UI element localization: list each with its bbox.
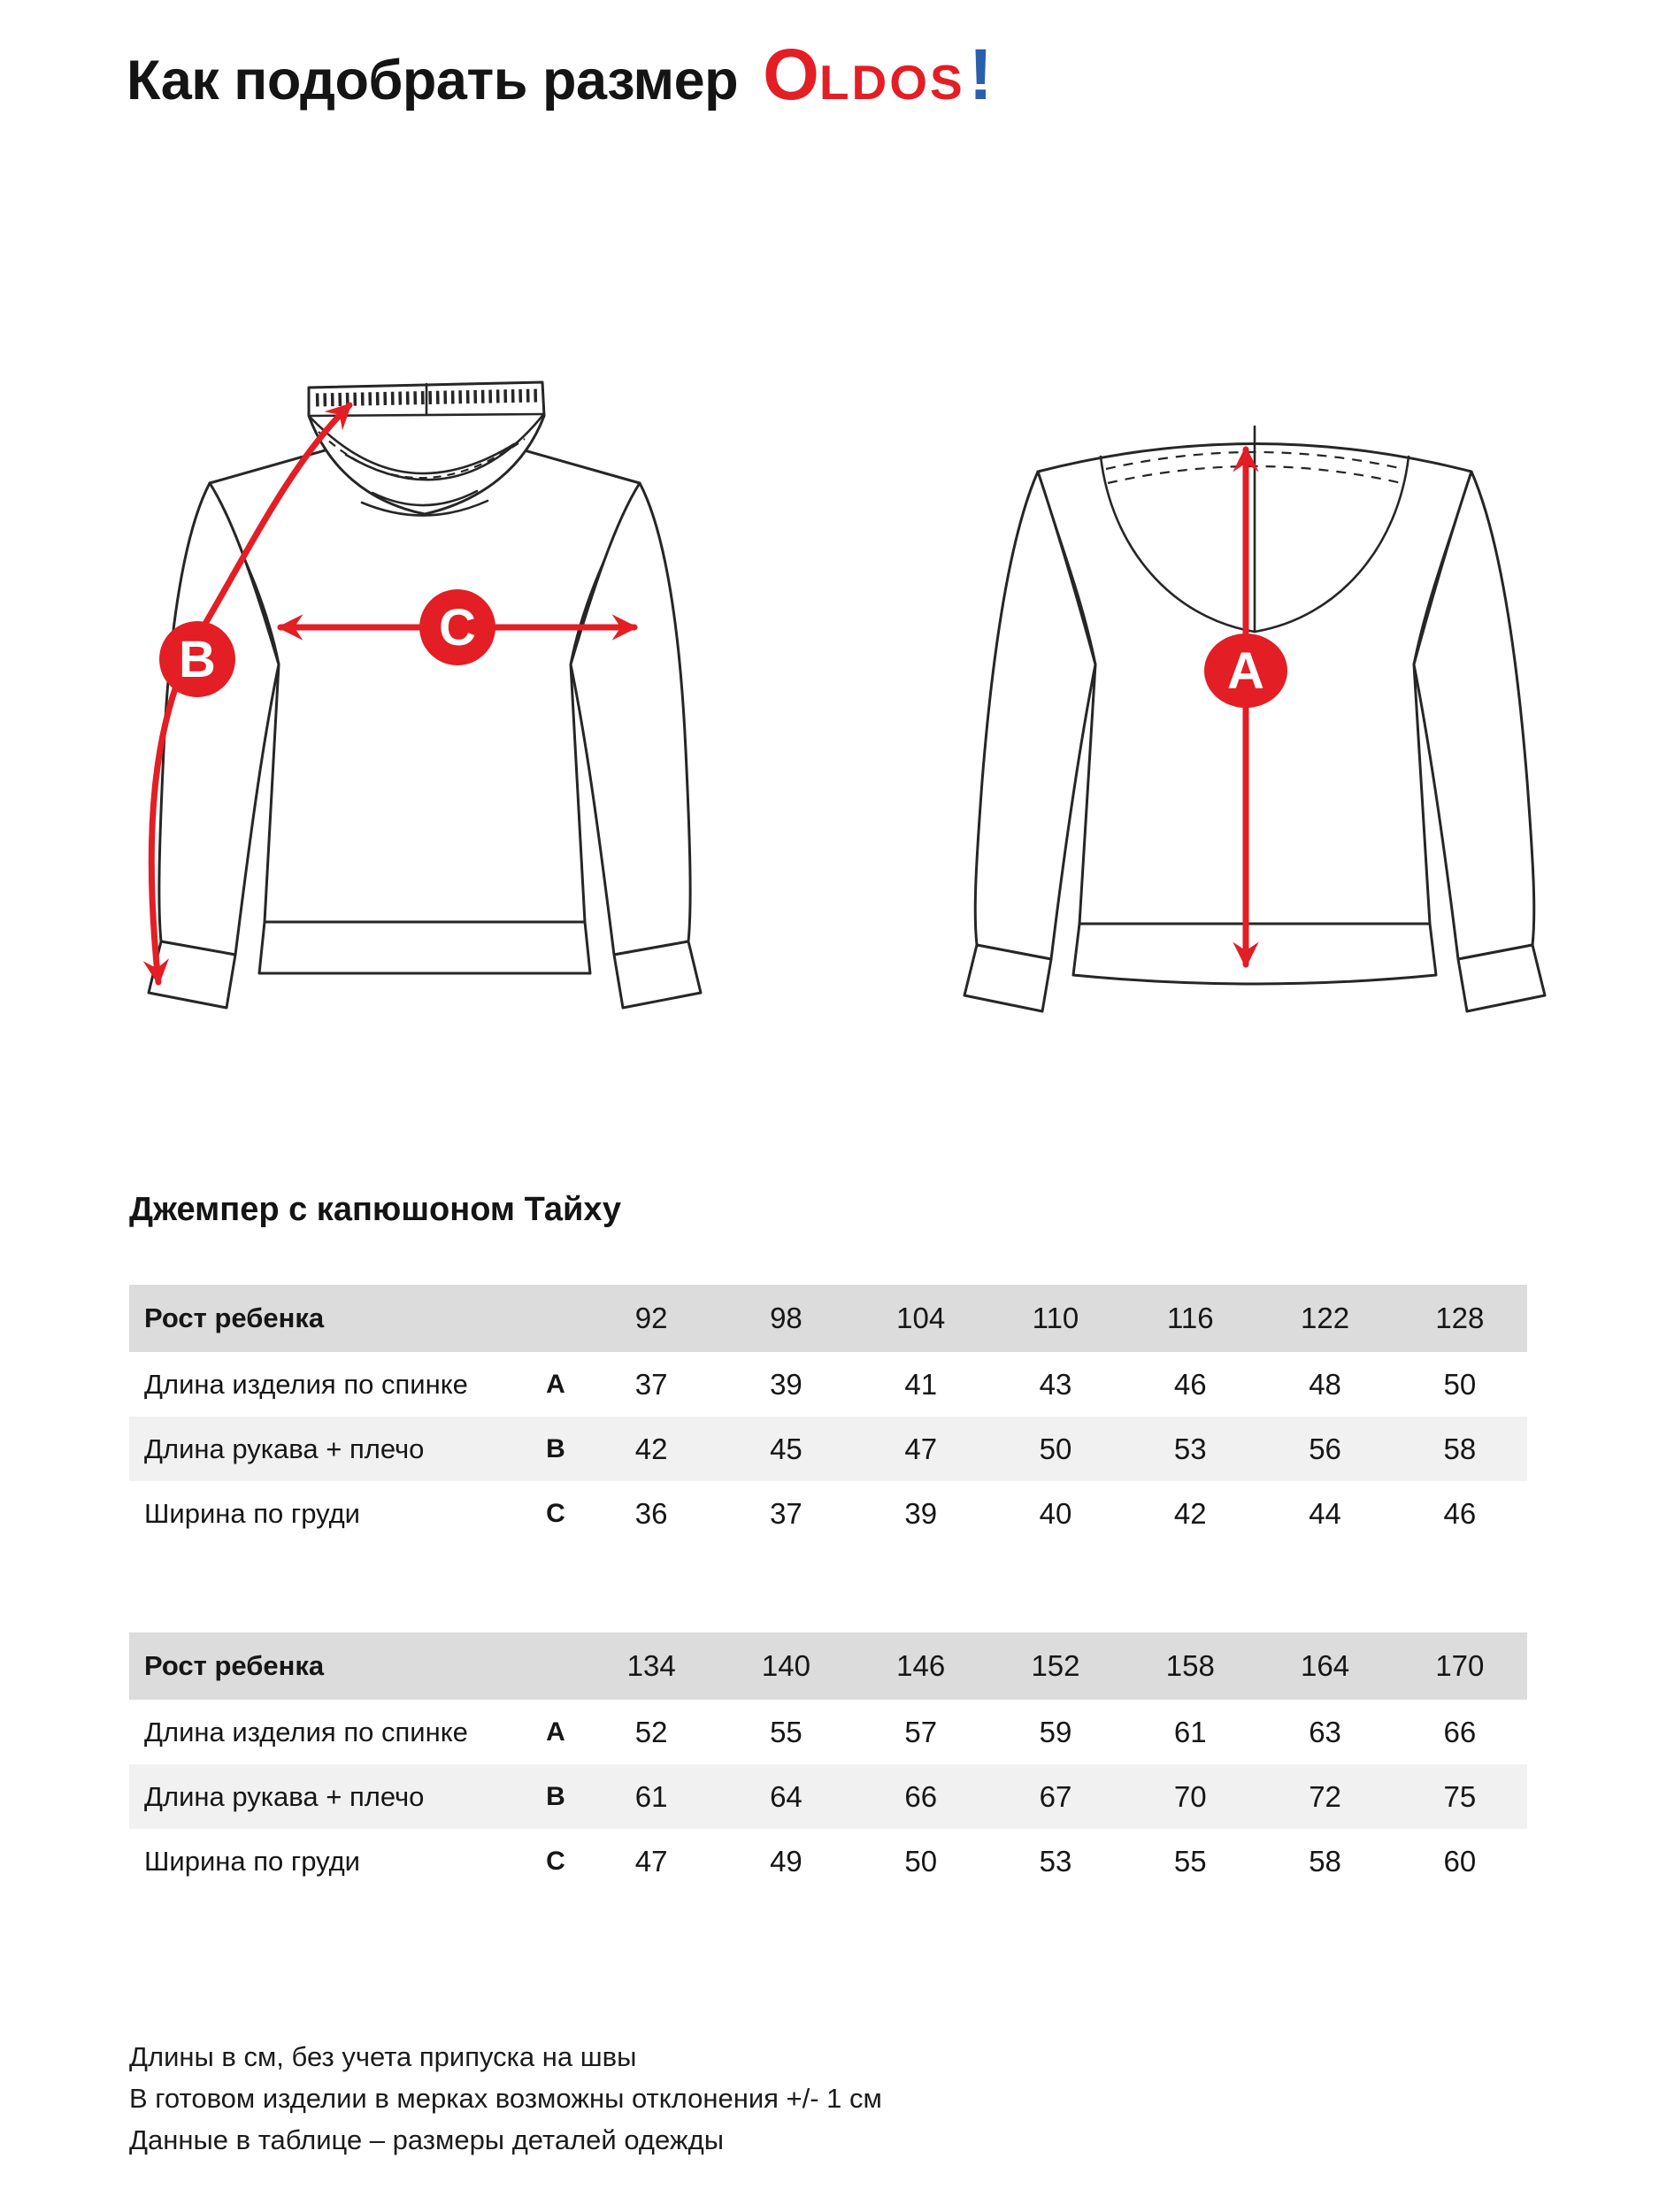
size-value: 53 bbox=[1039, 1844, 1072, 1878]
size-value: 66 bbox=[904, 1779, 938, 1813]
size-value: 42 bbox=[634, 1432, 668, 1465]
height-value: 134 bbox=[626, 1649, 676, 1682]
front-hem-band bbox=[259, 922, 590, 973]
note-line: В готовом изделии в мерках возможны отклонения +/- 1 см bbox=[129, 2083, 882, 2114]
table-row bbox=[129, 1417, 1527, 1481]
size-value: 46 bbox=[1443, 1496, 1477, 1530]
row-letter: A bbox=[546, 1369, 565, 1399]
row-letter: B bbox=[546, 1781, 565, 1811]
row-letter: A bbox=[546, 1717, 565, 1747]
size-value: 50 bbox=[904, 1844, 938, 1878]
header bbox=[127, 35, 994, 115]
size-tables bbox=[129, 1285, 1527, 1893]
note-line: Данные в таблице – размеры деталей одежды bbox=[129, 2124, 724, 2155]
measure-letter-c: C bbox=[439, 599, 476, 657]
logo-letter-o: O bbox=[763, 35, 819, 115]
size-value: 50 bbox=[1443, 1367, 1477, 1401]
size-value: 39 bbox=[904, 1496, 938, 1530]
size-value: 53 bbox=[1173, 1432, 1207, 1465]
size-value: 50 bbox=[1039, 1432, 1072, 1465]
size-value: 56 bbox=[1309, 1432, 1341, 1465]
size-table-1 bbox=[129, 1285, 1527, 1546]
size-table-2 bbox=[129, 1632, 1527, 1893]
row-letter: B bbox=[546, 1433, 565, 1463]
size-value: 46 bbox=[1173, 1367, 1207, 1401]
header-label: Рост ребенка bbox=[144, 1650, 325, 1681]
size-value: 66 bbox=[1443, 1715, 1477, 1748]
table-row bbox=[129, 1700, 1527, 1764]
size-value: 63 bbox=[1309, 1715, 1341, 1748]
size-value: 70 bbox=[1173, 1779, 1207, 1813]
notes bbox=[129, 2036, 882, 2161]
size-value: 42 bbox=[1173, 1496, 1207, 1530]
table-header-row bbox=[129, 1285, 1527, 1352]
height-value: 122 bbox=[1301, 1302, 1350, 1334]
size-value: 44 bbox=[1309, 1496, 1341, 1530]
size-value: 52 bbox=[634, 1715, 668, 1748]
size-value: 67 bbox=[1039, 1779, 1072, 1813]
size-value: 45 bbox=[770, 1432, 803, 1465]
logo-exclamation: ! bbox=[968, 35, 994, 115]
height-value: 116 bbox=[1166, 1302, 1214, 1334]
table-row bbox=[129, 1829, 1527, 1893]
product-title: Джемпер с капюшоном Тайху bbox=[129, 1191, 622, 1228]
front-left-cuff bbox=[149, 941, 235, 1008]
size-value: 37 bbox=[634, 1367, 668, 1401]
size-value: 41 bbox=[904, 1367, 938, 1401]
table-row bbox=[129, 1481, 1527, 1546]
height-value: 98 bbox=[770, 1302, 803, 1334]
height-value: 92 bbox=[634, 1302, 668, 1334]
height-value: 158 bbox=[1165, 1649, 1215, 1682]
front-right-cuff bbox=[614, 941, 701, 1008]
table-header-row bbox=[129, 1632, 1527, 1700]
size-value: 59 bbox=[1039, 1715, 1072, 1748]
size-value: 72 bbox=[1309, 1779, 1341, 1813]
row-label: Длина изделия по спинке bbox=[144, 1716, 468, 1747]
height-value: 140 bbox=[761, 1649, 810, 1682]
height-value: 152 bbox=[1031, 1649, 1080, 1682]
size-value: 61 bbox=[1173, 1715, 1207, 1748]
oldos-logo bbox=[763, 35, 994, 115]
size-value: 58 bbox=[1309, 1844, 1341, 1878]
row-label: Длина рукава + плечо bbox=[144, 1432, 425, 1464]
measure-letter-b: B bbox=[179, 631, 216, 688]
size-value: 55 bbox=[1173, 1844, 1207, 1878]
row-letter: C bbox=[546, 1846, 565, 1876]
height-value: 146 bbox=[896, 1649, 946, 1682]
row-label: Ширина по груди bbox=[144, 1497, 360, 1529]
height-value: 170 bbox=[1435, 1649, 1485, 1682]
measure-letter-a: A bbox=[1227, 642, 1264, 700]
page-title: Как подобрать размер bbox=[127, 50, 739, 111]
size-value: 36 bbox=[634, 1496, 668, 1530]
size-value: 47 bbox=[634, 1844, 668, 1878]
back-hem-band bbox=[1073, 924, 1436, 984]
size-value: 60 bbox=[1443, 1844, 1477, 1878]
size-value: 37 bbox=[770, 1496, 803, 1530]
height-value: 104 bbox=[896, 1302, 946, 1334]
row-label: Ширина по груди bbox=[144, 1845, 360, 1877]
table-row bbox=[129, 1352, 1527, 1417]
table-row bbox=[129, 1764, 1527, 1829]
row-letter: C bbox=[546, 1498, 565, 1528]
size-value: 48 bbox=[1309, 1367, 1341, 1401]
logo-letters-ldos: LDOS bbox=[818, 55, 965, 110]
hoodie-back-drawing bbox=[954, 370, 1559, 1044]
size-value: 40 bbox=[1039, 1496, 1072, 1530]
hoodie-front-drawing bbox=[128, 370, 723, 1044]
row-label: Длина рукава + плечо bbox=[144, 1780, 425, 1812]
size-value: 43 bbox=[1039, 1367, 1072, 1401]
size-value: 39 bbox=[770, 1367, 803, 1401]
size-value: 57 bbox=[904, 1715, 938, 1748]
height-value: 164 bbox=[1301, 1649, 1350, 1682]
row-label: Длина изделия по спинке bbox=[144, 1368, 468, 1400]
size-value: 58 bbox=[1443, 1432, 1477, 1465]
size-value: 61 bbox=[634, 1779, 668, 1813]
size-value: 75 bbox=[1443, 1779, 1477, 1813]
note-line: Длины в см, без учета припуска на швы bbox=[129, 2041, 637, 2072]
height-value: 128 bbox=[1435, 1302, 1485, 1334]
size-value: 64 bbox=[770, 1779, 803, 1813]
size-value: 47 bbox=[904, 1432, 938, 1465]
size-value: 55 bbox=[770, 1715, 803, 1748]
header-label: Рост ребенка bbox=[144, 1302, 325, 1333]
height-value: 110 bbox=[1032, 1302, 1079, 1334]
size-value: 49 bbox=[770, 1844, 803, 1878]
